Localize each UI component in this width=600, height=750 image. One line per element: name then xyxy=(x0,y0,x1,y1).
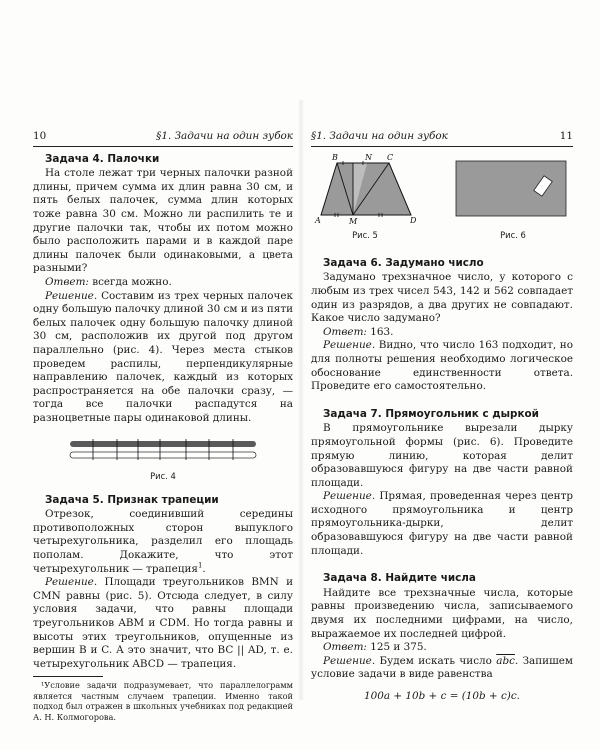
answer-label: Ответ: xyxy=(323,641,367,654)
task-4-title: Задача 4. Палочки xyxy=(45,152,160,165)
task-7-solution xyxy=(311,490,573,558)
book-gutter xyxy=(298,100,304,700)
solution-text: Составим из трех черных палочек одну большую палочку длиной 30 см и из пяти белых палочек одну большую палочку длиной 30 см, расположив их другой под другом параллельно (рис. 4). Через места стыков проведем распилы, перпендикулярные направлению палочек, каждый из которых распространяется на обе палочки сразу, — тогда все палочки распадутся на разноцветные пары одинаковой длины. xyxy=(33,289,293,424)
figure-4 xyxy=(33,439,293,483)
equation: 100a + 10b + c = (10b + c)c. xyxy=(364,690,520,702)
statement-end: . xyxy=(202,562,206,575)
task-6-solution xyxy=(311,339,573,393)
answer-label: Ответ: xyxy=(323,325,367,338)
figure-6-caption: Рис. 6 xyxy=(500,230,526,241)
task-5-title: Задача 5. Признак трапеции xyxy=(45,493,219,506)
task-5-solution xyxy=(33,576,293,671)
solution-label: Решение. xyxy=(323,654,376,667)
left-page-header xyxy=(33,130,293,144)
answer-text: 125 и 375. xyxy=(370,641,427,654)
figure-4-caption: Рис. 4 xyxy=(150,471,176,482)
header-rule xyxy=(33,146,293,147)
page-number: 11 xyxy=(559,130,573,142)
label-a: A xyxy=(315,215,321,225)
task-4-answer xyxy=(33,276,293,290)
answer-label: Ответ: xyxy=(45,275,89,288)
label-c: C xyxy=(387,152,394,162)
number-abc: $\overline{abc}$ xyxy=(496,654,515,667)
figure-5-caption: Рис. 5 xyxy=(352,230,378,241)
trapezoid-diagram xyxy=(311,153,419,225)
footnote: ¹Условие задачи подразумевает, что параллелограмм является частным случаем трапеции. Именно такой подход был отражен в школьных учебниках под редакцией А. Н. Колмогорова. xyxy=(33,680,293,722)
right-page xyxy=(311,130,573,704)
solution-text: Прямая, проведенная через центр исходного прямоугольника и центр прямоугольника-дырки, делит образовавшуюся фигуру на две части равной площади. xyxy=(311,490,573,557)
task-6-statement: Задумано трехзначное число, у которого с любым из трех чисел 543, 142 и 562 совпадает один из разрядов, а два других не совпадают. Какое число задумано? xyxy=(311,271,573,325)
page-number: 10 xyxy=(33,130,47,142)
right-page-header xyxy=(311,130,573,144)
solution-label: Решение. xyxy=(45,289,98,302)
solution-text: Видно, что число 163 подходит, но для полноты решения необходимо логическое обоснование единственности ответа. Проведите его самостоятельно. xyxy=(311,339,573,393)
left-page xyxy=(33,130,293,722)
task-8-title: Задача 8. Найдите числа xyxy=(323,572,476,585)
solution-label: Решение. xyxy=(323,490,376,503)
running-header: §1. Задачи на один зубок xyxy=(311,130,448,142)
answer-text: 163. xyxy=(370,325,394,338)
solution-start: Будем искать число xyxy=(379,654,492,667)
solution-end: . Запишем условие задачи в виде равенства xyxy=(311,654,573,681)
task-5-statement xyxy=(33,508,293,576)
solution-label: Решение. xyxy=(323,339,376,352)
header-rule xyxy=(311,146,573,147)
label-m: M xyxy=(349,216,358,225)
task-8-answer xyxy=(311,641,573,655)
task-4-statement: На столе лежат три черных палочки разной длины, причем сумма их длин равна 30 см, и пять белых палочек, сумма длин которых тоже равна 30 см. Можно ли распилить те и другие палочки так, чтобы их потом можно было расположить парами и в каждой паре длины палочек были одинаковыми, а цвета разными? xyxy=(33,167,293,275)
task-6-title: Задача 6. Задумано число xyxy=(323,256,484,269)
figure-6 xyxy=(453,153,573,243)
label-d: D xyxy=(410,215,417,225)
label-b: B xyxy=(332,152,338,162)
task-8-statement: Найдите все трехзначные числа, которые равны произведению числа, записываемого двумя их последними цифрами, на число, выражаемое их последней цифрой. xyxy=(311,586,573,640)
footnote-rule xyxy=(33,676,103,677)
task-4-solution xyxy=(33,290,293,426)
statement-text: Отрезок, соединивший середины противоположных сторон выпуклого четырехугольника, разделил его площадь пополам. Докажите, что этот четырехугольник — трапеция xyxy=(33,508,293,575)
running-header: §1. Задачи на один зубок xyxy=(156,130,293,142)
answer-text: всегда можно. xyxy=(92,275,172,288)
figures-row xyxy=(311,153,573,243)
footnote-mark: 1 xyxy=(197,561,203,570)
figure-5 xyxy=(311,153,419,243)
sticks-illustration xyxy=(68,439,258,461)
task-8-solution xyxy=(311,655,573,682)
solution-label: Решение. xyxy=(45,576,98,589)
task-7-title: Задача 7. Прямоугольник с дыркой xyxy=(323,407,539,420)
task-7-statement: В прямоугольнике вырезали дырку прямоугольной формы (рис. 6). Проведите прямую линию, которая делит образовавшуюся фигуру на две части равной площади. xyxy=(311,422,573,489)
task-6-answer xyxy=(311,326,573,340)
solution-text: Площади треугольников BMN и CMN равны (рис. 5). Отсюда следует, в силу условия задачи, что равны площади треугольников ABM и CDM. Но тогда равны и высоты этих треугольников, опущенные из вершин B и C. А это значит, что BC || AD, т. е. четырехугольник ABCD — трапеция. xyxy=(33,576,293,670)
label-n: N xyxy=(365,152,372,162)
rectangle-with-hole-diagram xyxy=(454,159,572,219)
